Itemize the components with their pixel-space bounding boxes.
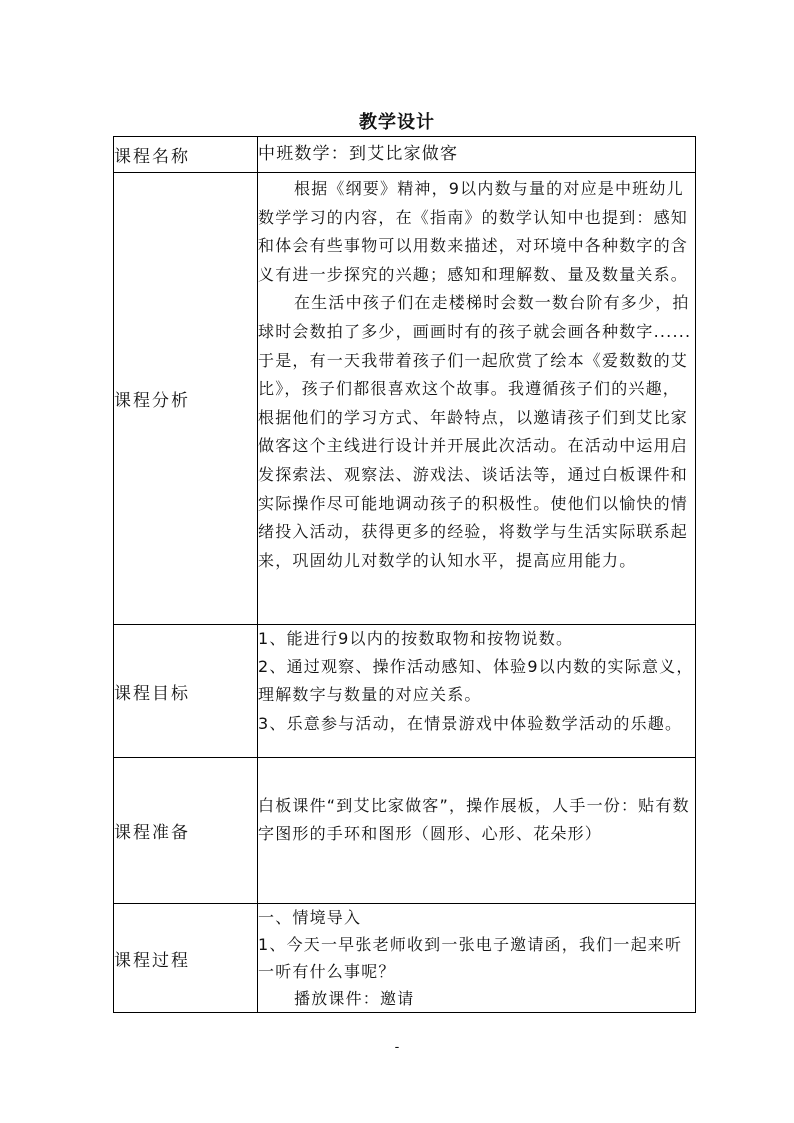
lesson-plan-table <box>113 136 696 1013</box>
label-course-name: 课程名称 <box>114 137 258 173</box>
value-course-process <box>258 904 696 1013</box>
row-course-name <box>114 137 696 173</box>
analysis-paragraph: 根据《纲要》精神，9以内数与量的对应是中班幼儿数学学习的内容，在《指南》的数学认知中也提到：感知和体会有些事物可以用数来描述，对环境中各种数字的含义有进一步探究的兴趣；感知和理解数、量及数量关系。 <box>258 179 689 284</box>
process-line: 1、今天一早张老师收到一张电子邀请函，我们一起来听一听有什么事呢？ <box>258 935 683 981</box>
row-course-goal <box>114 625 696 758</box>
value-course-prep <box>258 758 696 904</box>
document-title: 教学设计 <box>359 112 435 133</box>
analysis-paragraph: 在生活中孩子们在走楼梯时会数一数台阶有多少，拍球时会数拍了多少，画画时有的孩子就会画各种数字......于是，有一天我带着孩子们一起欣赏了绘本《爱数数的艾比》，孩子们都很喜欢这个故事。我遵循孩子们的兴趣，根据他们的学习方式、年龄特点，以邀请孩子们到艾比家做客这个主线进行设计并开展此次活动。在活动中运用启发探索法、观察法、游戏法、谈话法等，通过白板课件和实际操作尽可能地调动孩子的积极性。使他们以愉快的情绪投入活动，获得更多的经验，将数学与生活实际联系起来，巩固幼儿对数学的认知水平，提高应用能力。 <box>258 293 692 570</box>
row-course-analysis <box>114 173 696 625</box>
label-course-process: 课程过程 <box>114 904 258 1013</box>
goal-item: 1、能进行9以内的按数取物和按物说数。 <box>258 629 574 648</box>
label-course-analysis: 课程分析 <box>114 173 258 625</box>
value-course-name: 中班数学：到艾比家做客 <box>258 137 696 173</box>
page-footer-mark: - <box>394 1040 400 1055</box>
process-line: 播放课件：邀请 <box>294 989 415 1008</box>
prep-text: 白板课件“到艾比家做客”，操作展板，人手一份：贴有数字图形的手环和图形（圆形、心形、花朵形） <box>258 796 690 844</box>
value-course-goal <box>258 625 696 758</box>
goal-item: 3、乐意参与活动，在情景游戏中体验数学活动的乐趣。 <box>258 713 683 733</box>
goal-item: 2、通过观察、操作活动感知、体验9以内数的实际意义，理解数字与数量的对应关系。 <box>258 657 694 705</box>
row-course-prep <box>114 758 696 904</box>
label-course-prep: 课程准备 <box>114 758 258 904</box>
value-course-analysis <box>258 173 696 625</box>
label-course-goal: 课程目标 <box>114 625 258 758</box>
row-course-process <box>114 904 696 1013</box>
process-line: 一、情境导入 <box>258 908 362 927</box>
